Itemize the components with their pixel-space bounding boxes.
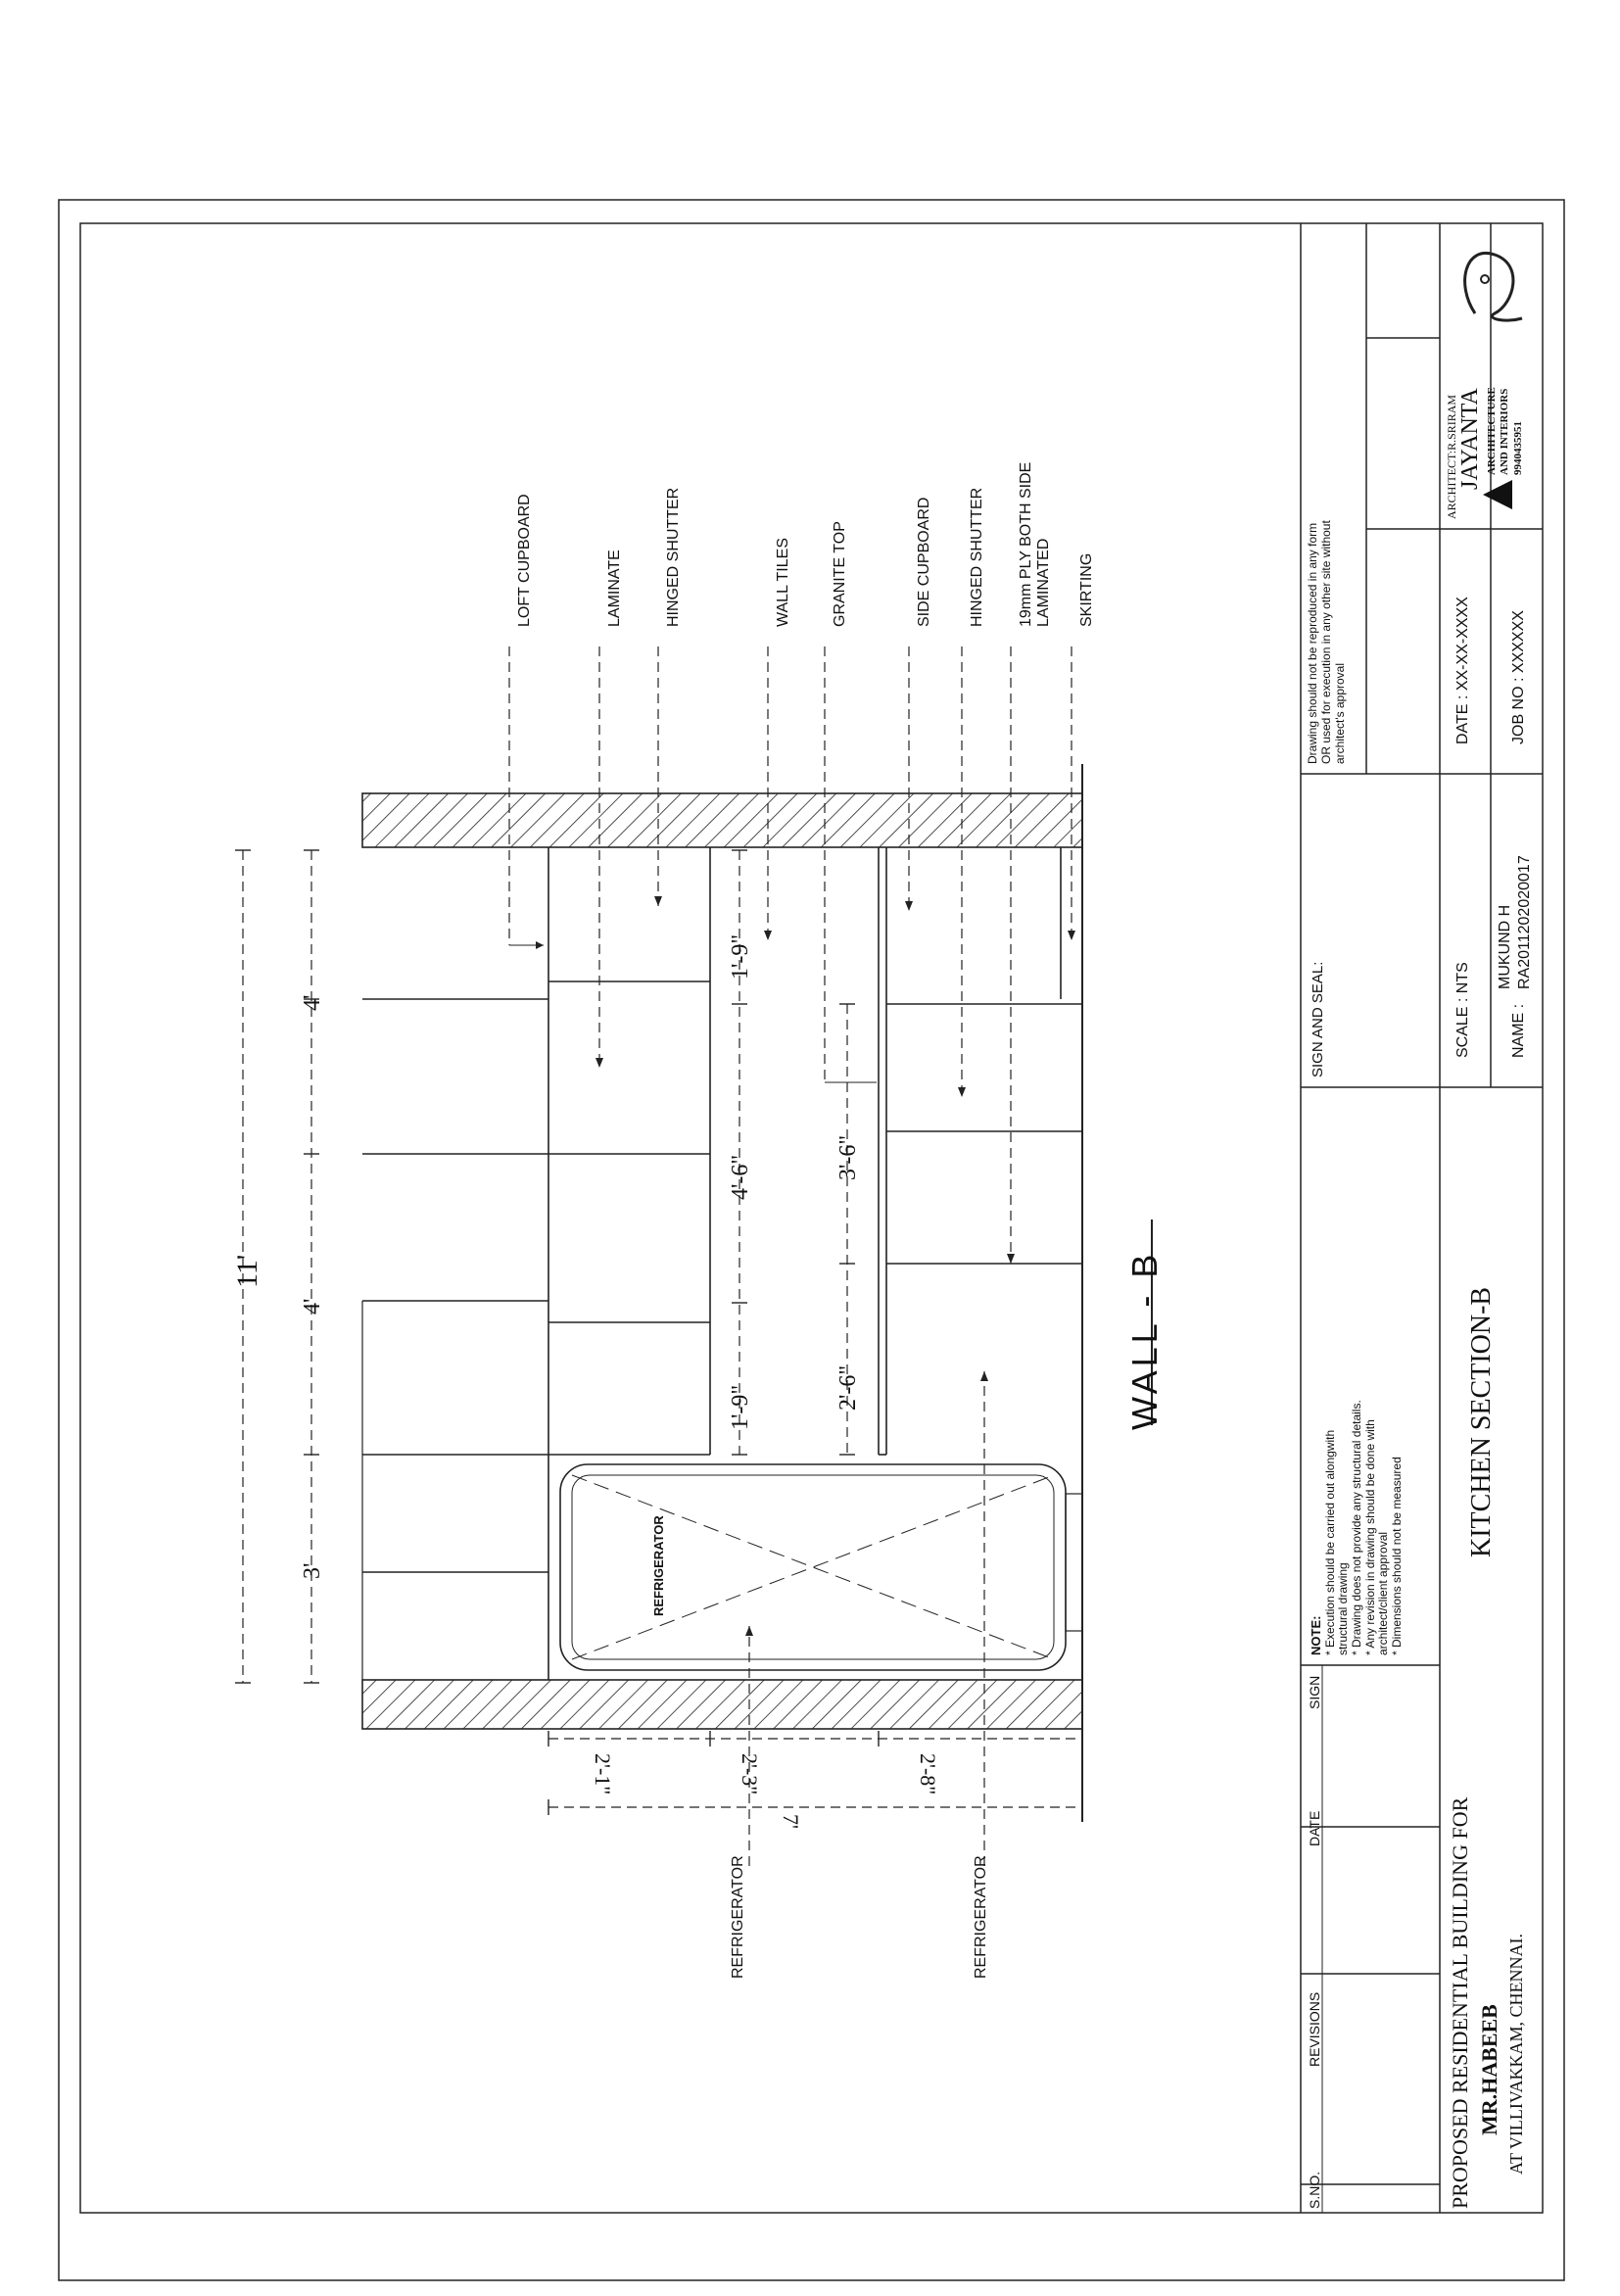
dim-mid-2: 4'-6": [728, 1154, 753, 1200]
dim-upper-3: 4': [300, 994, 325, 1011]
architect-line-5: 9940435951: [1512, 421, 1524, 475]
dim-upper-2: 4': [300, 1298, 325, 1315]
dim-overall-length: 11': [231, 1254, 263, 1288]
name-id: RA2011202020017: [1516, 855, 1533, 989]
dim-mid-3: 1'-9": [728, 933, 753, 980]
rev-revisions-header: REVISIONS: [1307, 1991, 1322, 2067]
label-wall-tiles: WALL TILES: [775, 538, 791, 627]
date: DATE : XX-XX-XXXX: [1454, 597, 1471, 744]
dim-height-3: 2'-8": [916, 1753, 940, 1795]
architect-line-1: ARCHITECT:R.SRIRAM: [1445, 394, 1458, 519]
refrigerator-box: [560, 1464, 1066, 1670]
name-value: MUKUND H: [1497, 904, 1513, 989]
label-refrigerator-left-1: REFRIGERATOR: [730, 1855, 746, 1979]
job-no: JOB NO : XXXXXX: [1510, 610, 1527, 744]
rev-date-header: DATE: [1307, 1810, 1322, 1846]
wall-hatch-bottom: [362, 1680, 1082, 1729]
label-ply-line1: 19mm PLY BOTH SIDE: [1018, 461, 1034, 627]
architect-line-4: AND INTERIORS: [1499, 388, 1510, 475]
dim-height-1: 2'-1": [591, 1753, 615, 1795]
label-ply-line2: LAMINATED: [1035, 538, 1052, 627]
dim-mid-1: 1'-9": [728, 1384, 753, 1430]
dim-low-2: 3'-6": [835, 1134, 861, 1180]
note-line-6: * Dimensions should not be measured: [1390, 1457, 1404, 1655]
label-side-cupboard: SIDE CUPBOARD: [916, 497, 932, 627]
rev-sign-header: SIGN: [1307, 1675, 1322, 1709]
note-line-3: * Drawing does not provide any structural details.: [1350, 1400, 1363, 1655]
scale: SCALE : NTS: [1454, 962, 1471, 1058]
disclaimer-line-3: architect's approval: [1333, 662, 1347, 764]
disclaimer-line-2: OR used for execution in any other site without: [1319, 520, 1333, 764]
dim-upper-1: 3': [300, 1562, 325, 1579]
outer-border: [59, 200, 1564, 2280]
dim-height-total: 7': [779, 1814, 803, 1829]
label-granite-top: GRANITE TOP: [832, 521, 848, 627]
note-line-5: architect/client approval: [1376, 1531, 1390, 1655]
label-laminate: LAMINATE: [606, 550, 623, 627]
architect-logo-icon: [1446, 225, 1542, 529]
sheet-title: KITCHEN SECTION-B: [1466, 1286, 1497, 1557]
project-line-1: PROPOSED RESIDENTIAL BUILDING FOR: [1448, 1796, 1472, 2209]
rev-sno-header: S.NO.: [1307, 2171, 1322, 2209]
project-line-2: MR.HABEEB: [1477, 2004, 1501, 2135]
wall-hatch-top: [362, 793, 1082, 847]
architect-line-2: JAYANTA: [1457, 388, 1483, 490]
dim-low-1: 2'-6": [835, 1364, 861, 1411]
label-hinged-shutter-top: HINGED SHUTTER: [665, 487, 682, 627]
label-refrigerator-left-2: REFRIGERATOR: [973, 1855, 989, 1979]
disclaimer-line-1: Drawing should not be reproduced in any form: [1306, 522, 1319, 764]
dim-height-2: 2'-3": [738, 1753, 762, 1795]
label-refrigerator-box: REFRIGERATOR: [651, 1515, 666, 1616]
project-line-3: AT VILLIVAKKAM, CHENNAI.: [1506, 1934, 1526, 2175]
sign-and-seal: SIGN AND SEAL:: [1310, 961, 1326, 1077]
notes-header: NOTE:: [1309, 1615, 1323, 1655]
note-line-1: * Execution should be carried out alongwith: [1323, 1429, 1337, 1655]
note-line-4: * Any revision in drawing should be done with: [1363, 1419, 1377, 1655]
note-line-2: structural drawing: [1336, 1562, 1350, 1655]
drawing-title: WALL - B: [1124, 1250, 1165, 1430]
label-hinged-shutter-bottom: HINGED SHUTTER: [969, 487, 985, 627]
name-label: NAME :: [1510, 1003, 1527, 1058]
label-skirting: SKIRTING: [1078, 552, 1095, 627]
architect-line-3: ARCHITECTURE: [1486, 387, 1498, 475]
kitchen-section-drawing: [235, 646, 1152, 1866]
label-loft-cupboard: LOFT CUPBOARD: [516, 494, 533, 627]
